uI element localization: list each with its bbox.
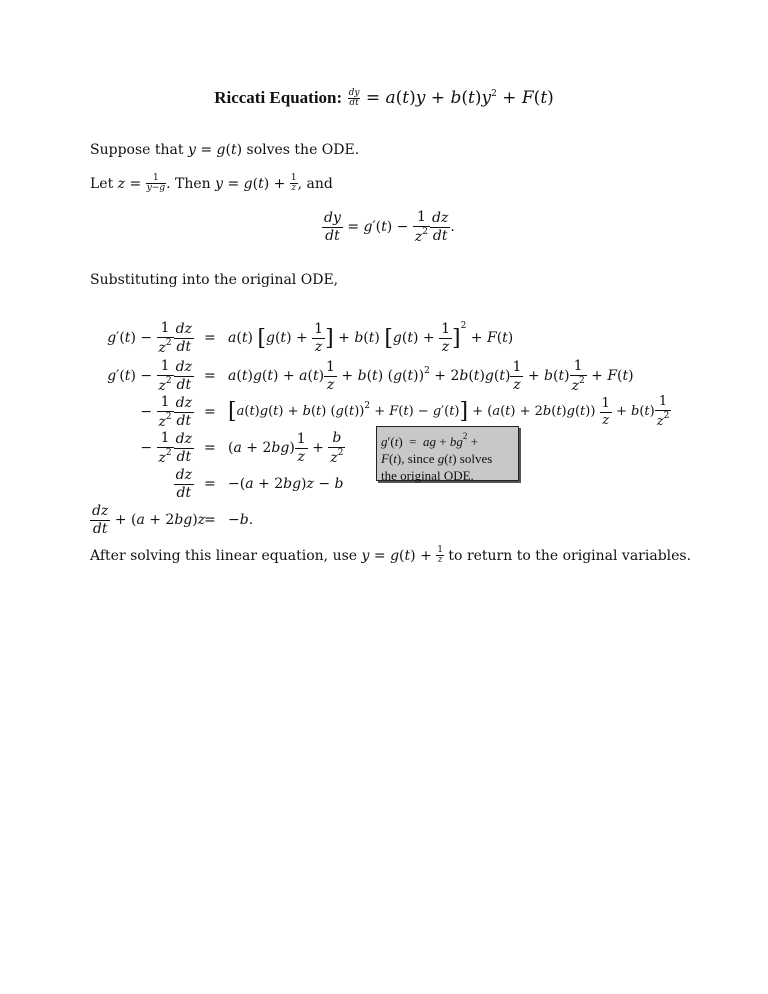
equation-row: $\frac{dz}{dt}$ = −(a + 2bg)z − b xyxy=(175,466,344,501)
equation-row: $\frac{dz}{dt}$ + (a + 2bg)z = −b. xyxy=(92,502,254,537)
equation-row: − $\frac{1}{z^2}$ $\frac{dz}{dt}$ = [a(t)g(t) + b(t) $(g(t))^2 + F(t) - g'(t)] + (a(t) + 2b(t)g(t))$ $\frac{1}{z}$ + b(t) $\frac{1}{z^2}$ xyxy=(140,393,670,430)
equation-row: g′(t) − $\frac{1}{z^2}$ $\frac{dz}{dt}$ = a(t)g(t) + a(t) $\frac{1}{z}$ + b(t) $(g(t))^2 + 2b(t)g(t)$ $\frac{1}{z}$ + b(t) $\frac{1}{z^2}$ + F(t) xyxy=(107,357,634,394)
title-bold-text: Riccati Equation: xyxy=(214,88,343,107)
paragraph-after-solving: After solving this linear equation, use y = g(t) + $\frac{1}{z}$ to return to the original variables. xyxy=(90,545,692,566)
page-title xyxy=(0,88,768,108)
annotation-note-box: g′(t) = ag + $bg^2$ + F(t), since g(t) solves the original ODE. xyxy=(376,426,519,481)
paragraph-substituting: Substituting into the original ODE, xyxy=(90,272,339,288)
title-equation: $\frac{dy}{dt}$ = $a(t)y + b(t)y^2 + F(t)$ xyxy=(348,87,554,108)
equation-row: g′(t) − $\frac{1}{z^2}$ $\frac{dz}{dt}$ = a(t) [g(t) + $\frac{1}{z}$ ] + b(t) [g(t) + $\frac{1}{z}$ ]$^2$ + F(t) xyxy=(107,319,514,356)
paragraph-let: Let z = $\frac{1}{y-g}$ . Then y = g(t) + $\frac{1}{z}$ , and xyxy=(90,173,333,194)
paragraph-suppose: Suppose that y = g(t) solves the ODE. xyxy=(90,142,360,158)
equation-row: − $\frac{1}{z^2}$ $\frac{dz}{dt}$ = (a + 2bg) $\frac{1}{z}$ + $\frac{b}{z^2}$ xyxy=(140,429,344,466)
display-equation-dydt: $\frac{dy}{dt}$ = g′(t) − $\frac{1}{z^2}$ $\frac{dz}{dt}$ . xyxy=(324,209,455,245)
